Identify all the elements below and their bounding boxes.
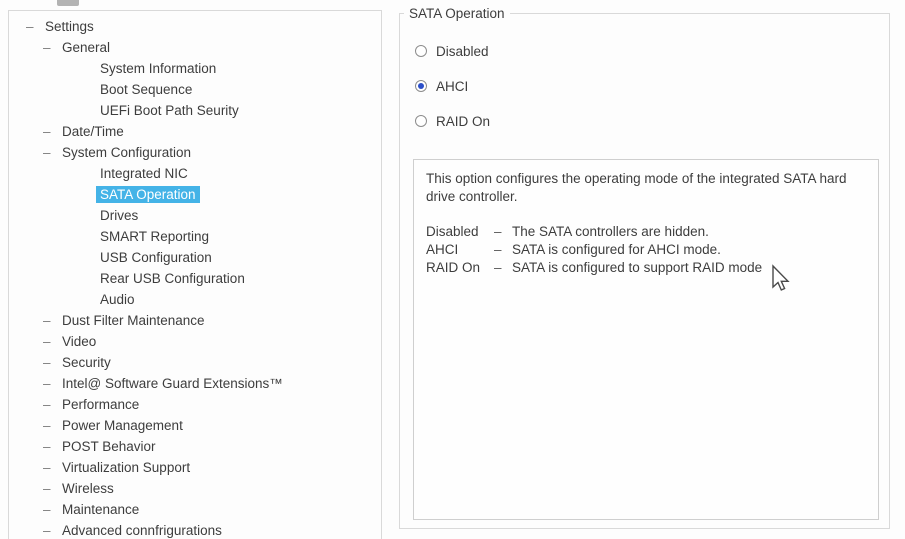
- radio-unselected-icon[interactable]: [415, 115, 427, 127]
- description-option-table: [426, 223, 866, 277]
- tree-collapse-dash-icon: –: [43, 334, 51, 349]
- sidebar-item-label: Wireless: [62, 481, 114, 496]
- sata-mode-radio-group: [415, 44, 889, 128]
- sidebar-item-label: Rear USB Configuration: [100, 271, 245, 286]
- description-box: [413, 159, 879, 520]
- option-dash: –: [494, 224, 502, 239]
- tree-collapse-dash-icon: –: [43, 523, 51, 538]
- sidebar-item-label: Maintenance: [62, 502, 140, 517]
- sidebar-item-label: General: [62, 40, 111, 55]
- sidebar-item-label: USB Configuration: [100, 250, 212, 265]
- sidebar-item-uefi-boot-path-seurity[interactable]: [9, 100, 381, 121]
- sidebar-item-sata-operation[interactable]: [9, 184, 381, 205]
- option-dash: –: [494, 242, 502, 257]
- sidebar-item-label: SATA Operation: [96, 186, 200, 203]
- option-text: The SATA controllers are hidden.: [512, 224, 709, 239]
- option-text: SATA is configured for AHCI mode.: [512, 242, 721, 257]
- sidebar-item-label: Dust Filter Maintenance: [62, 313, 205, 328]
- sidebar-item-label: Settings: [45, 19, 94, 34]
- sidebar-item-label: System Configuration: [62, 145, 192, 160]
- sidebar-item-label: Performance: [62, 397, 140, 412]
- sidebar-item-post-behavior[interactable]: [9, 436, 381, 457]
- option-name: AHCI: [426, 242, 459, 257]
- sidebar-item-date-time[interactable]: [9, 121, 381, 142]
- sidebar-item-performance[interactable]: [9, 394, 381, 415]
- sidebar-item-drives[interactable]: [9, 205, 381, 226]
- description-option-row: [426, 259, 866, 277]
- sidebar-item-maintenance[interactable]: [9, 499, 381, 520]
- sidebar-item-label: Integrated NIC: [100, 166, 188, 181]
- sidebar-item-label: Drives: [100, 208, 139, 223]
- sidebar-item-label: Date/Time: [62, 124, 124, 139]
- sidebar-item-advanced-connfrigurations[interactable]: [9, 520, 381, 539]
- radio-unselected-icon[interactable]: [415, 45, 427, 57]
- radio-label: RAID On: [436, 113, 491, 129]
- sidebar-item-audio[interactable]: [9, 289, 381, 310]
- tree-collapse-dash-icon: –: [26, 19, 34, 34]
- cutoff-text-artifact: [57, 0, 79, 6]
- sidebar-item-system-information[interactable]: [9, 58, 381, 79]
- sidebar-item-label: SMART Reporting: [100, 229, 210, 244]
- group-title: SATA Operation: [409, 6, 505, 21]
- sidebar-item-smart-reporting[interactable]: [9, 226, 381, 247]
- option-name: RAID On: [426, 260, 481, 275]
- radio-selected-icon[interactable]: [415, 80, 427, 92]
- sidebar-item-system-configuration[interactable]: [9, 142, 381, 163]
- description-option-row: [426, 241, 866, 259]
- sidebar-item-label: UEFi Boot Path Seurity: [100, 103, 239, 118]
- sidebar-item-power-management[interactable]: [9, 415, 381, 436]
- sidebar-item-label: POST Behavior: [62, 439, 156, 454]
- radio-raid-on[interactable]: [415, 114, 889, 128]
- settings-tree: [9, 11, 381, 539]
- description-option-row: [426, 223, 866, 241]
- tree-collapse-dash-icon: –: [43, 313, 51, 328]
- sidebar-item-intel-software-guard-extensions[interactable]: [9, 373, 381, 394]
- sidebar-item-dust-filter-maintenance[interactable]: [9, 310, 381, 331]
- option-dash: –: [494, 260, 502, 275]
- sidebar-item-label: Boot Sequence: [100, 82, 193, 97]
- sidebar-item-wireless[interactable]: [9, 478, 381, 499]
- sidebar-item-label: Audio: [100, 292, 135, 307]
- sidebar-item-label: Power Management: [62, 418, 183, 433]
- tree-collapse-dash-icon: –: [43, 397, 51, 412]
- tree-collapse-dash-icon: –: [43, 460, 51, 475]
- sidebar-item-label: Intel@ Software Guard Extensions™: [62, 376, 283, 391]
- tree-collapse-dash-icon: –: [43, 124, 51, 139]
- sidebar-item-label: Video: [62, 334, 97, 349]
- tree-collapse-dash-icon: –: [43, 439, 51, 454]
- tree-collapse-dash-icon: –: [43, 145, 51, 160]
- description-intro: This option configures the operating mode of the integrated SATA hard drive controller.: [426, 171, 847, 204]
- radio-disabled[interactable]: [415, 44, 889, 58]
- settings-tree-panel: [8, 10, 382, 539]
- sidebar-item-label: Security: [62, 355, 111, 370]
- tree-collapse-dash-icon: –: [43, 481, 51, 496]
- tree-collapse-dash-icon: –: [43, 355, 51, 370]
- tree-collapse-dash-icon: –: [43, 376, 51, 391]
- sidebar-item-virtualization-support[interactable]: [9, 457, 381, 478]
- sidebar-item-label: Virtualization Support: [62, 460, 191, 475]
- sidebar-item-usb-configuration[interactable]: [9, 247, 381, 268]
- sidebar-item-general[interactable]: [9, 37, 381, 58]
- radio-label: AHCI: [436, 78, 469, 94]
- sidebar-item-settings[interactable]: [9, 16, 381, 37]
- sata-operation-group: [399, 6, 890, 529]
- sidebar-item-label: System Information: [100, 61, 217, 76]
- option-name: Disabled: [426, 224, 479, 239]
- tree-collapse-dash-icon: –: [43, 40, 51, 55]
- sidebar-item-integrated-nic[interactable]: [9, 163, 381, 184]
- radio-ahci[interactable]: [415, 79, 889, 93]
- sidebar-item-rear-usb-configuration[interactable]: [9, 268, 381, 289]
- sidebar-item-security[interactable]: [9, 352, 381, 373]
- tree-collapse-dash-icon: –: [43, 418, 51, 433]
- sidebar-item-label: Advanced connfrigurations: [62, 523, 222, 538]
- sidebar-item-video[interactable]: [9, 331, 381, 352]
- radio-label: Disabled: [436, 43, 489, 59]
- sidebar-item-boot-sequence[interactable]: [9, 79, 381, 100]
- option-text: SATA is configured to support RAID mode: [512, 260, 763, 275]
- tree-collapse-dash-icon: –: [43, 502, 51, 517]
